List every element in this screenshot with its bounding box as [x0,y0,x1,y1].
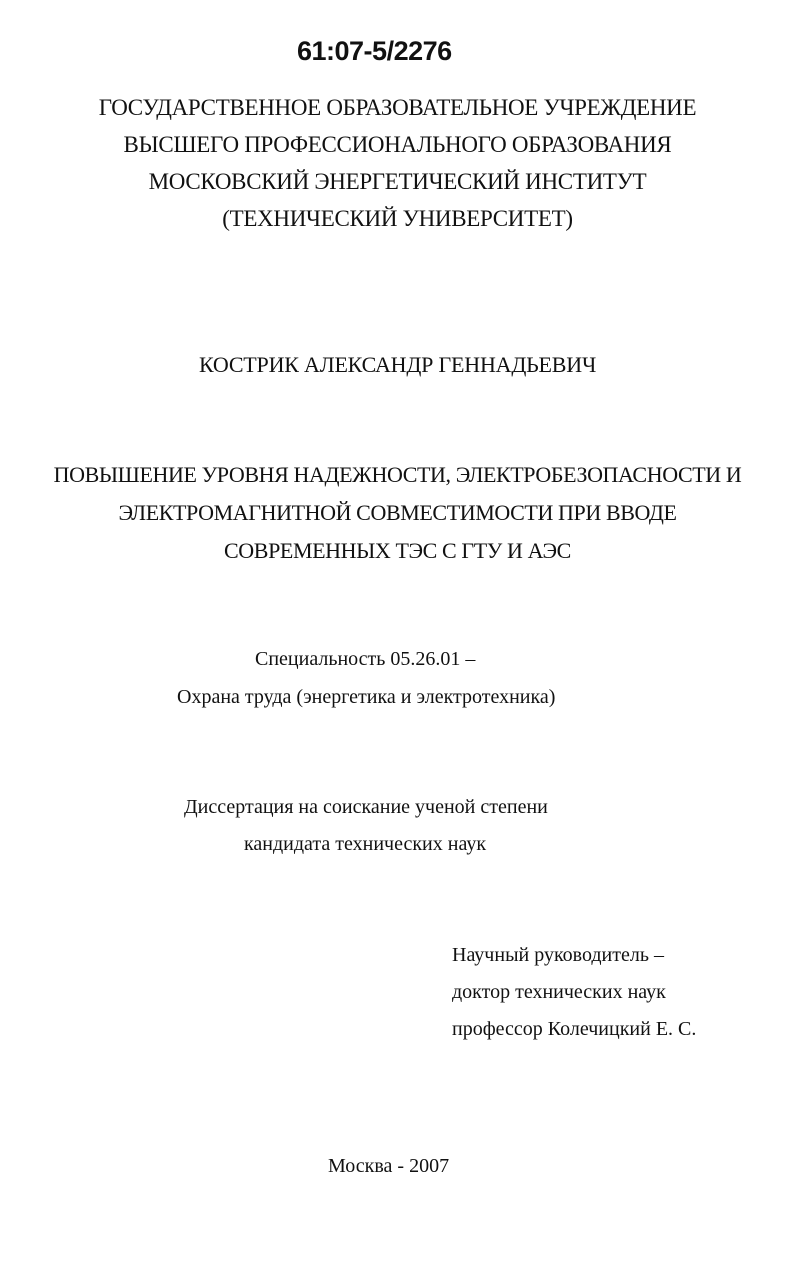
degree-line-1: Диссертация на соискание ученой степени [184,796,548,818]
city-year: Москва - 2007 [328,1155,450,1177]
institution-line-3: МОСКОВСКИЙ ЭНЕРГЕТИЧЕСКИЙ ИНСТИТУТ [148,169,647,194]
dissertation-title-line-2: ЭЛЕКТРОМАГНИТНОЙ СОВМЕСТИМОСТИ ПРИ ВВОДЕ [118,500,677,525]
institution-line-1: ГОСУДАРСТВЕННОЕ ОБРАЗОВАТЕЛЬНОЕ УЧРЕЖДЕНИЕ [98,95,697,120]
institution-line-4: (ТЕХНИЧЕСКИЙ УНИВЕРСИТЕТ) [222,206,573,231]
specialty-code: Специальность 05.26.01 – [255,648,476,670]
author-name: КОСТРИК АЛЕКСАНДР ГЕННАДЬЕВИЧ [198,352,597,377]
registration-code: 61:07-5/2276 [297,36,452,66]
degree-line-2: кандидата технических наук [244,833,487,855]
dissertation-title-line-3: СОВРЕМЕННЫХ ТЭС С ГТУ И АЭС [224,538,571,563]
dissertation-title-line-1: ПОВЫШЕНИЕ УРОВНЯ НАДЕЖНОСТИ, ЭЛЕКТРОБЕЗОПАСНОСТИ И [53,462,742,487]
supervisor-degree: доктор технических наук [452,981,666,1003]
supervisor-name: профессор Колечицкий Е. С. [452,1018,697,1040]
institution-line-2: ВЫСШЕГО ПРОФЕССИОНАЛЬНОГО ОБРАЗОВАНИЯ [123,132,672,157]
supervisor-role: Научный руководитель – [452,944,664,966]
specialty-name: Охрана труда (энергетика и электротехника) [177,686,556,708]
